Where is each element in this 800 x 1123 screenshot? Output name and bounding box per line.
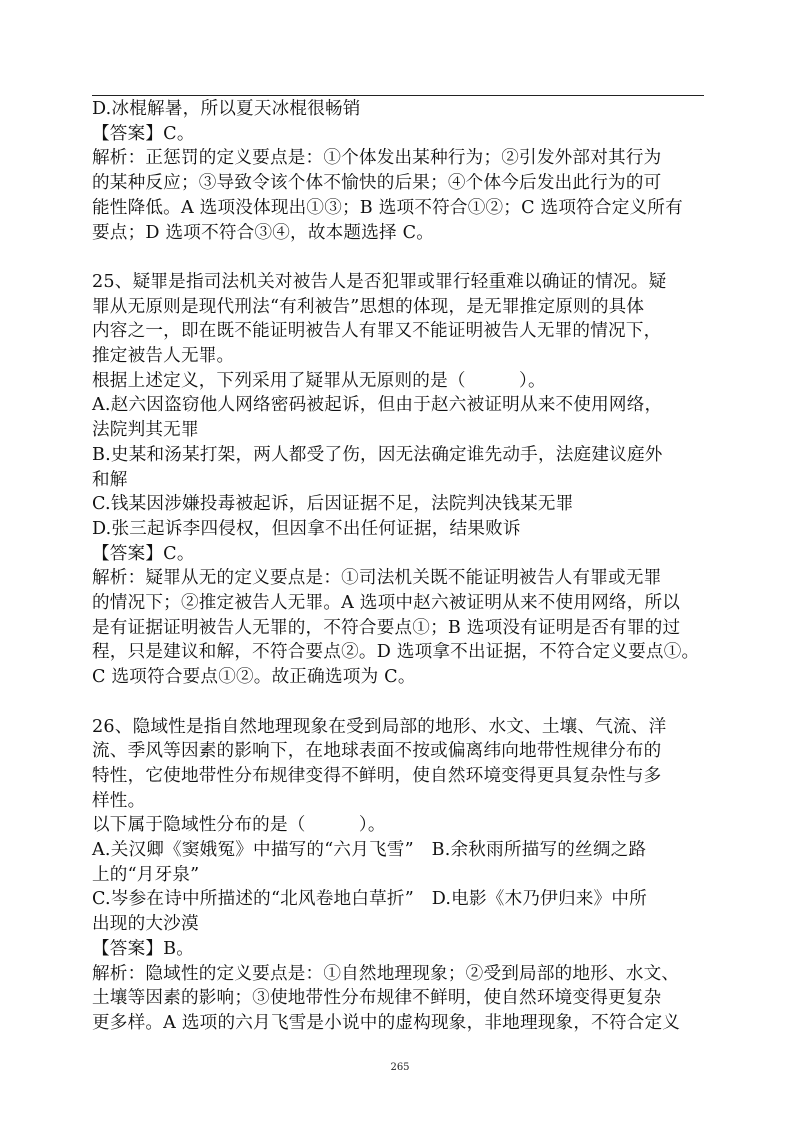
- text-line: 样性。: [92, 790, 146, 811]
- question-26-line: 26、隐域性是指自然地理现象在受到局部的地形、水文、土壤、气流、洋: [92, 716, 667, 737]
- option-line: B.史某和汤某打架，两人都受了伤，因无法确定谁先动手，法庭建议庭外: [92, 444, 663, 465]
- answer-line: 【答案】B。: [92, 938, 195, 959]
- page-number: 265: [390, 1062, 410, 1073]
- text-line: 更多样。A 选项的六月飞雪是小说中的虚构现象，非地理现象，不符合定义: [92, 1012, 681, 1033]
- option-line: C.岑参在诗中所描述的“北风卷地白草折” D.电影《木乃伊归来》中所: [92, 889, 647, 910]
- text-line: 根据上述定义，下列采用了疑罪从无原则的是（ ）。: [92, 370, 546, 391]
- answer-line: 【答案】C。: [92, 123, 195, 144]
- paragraph-gap: [92, 245, 708, 270]
- text-line: 解析：正惩罚的定义要点是：①个体发出某种行为；②引发外部对其行为: [92, 148, 662, 169]
- text-line: 的某种反应；③导致令该个体不愉快的后果；④个体今后发出此行为的可: [92, 173, 662, 194]
- text-line: 推定被告人无罪。: [92, 346, 235, 367]
- option-line: A.关汉卿《窦娥冤》中描写的“六月飞雪” B.余秋雨所描写的丝绸之路: [92, 840, 647, 861]
- option-line: D.张三起诉李四侵权，但因拿不出任何证据，结果败诉: [92, 518, 521, 539]
- text-line: 罪从无原则是现代刑法“有利被告”思想的体现，是无罪推定原则的具体: [92, 296, 645, 317]
- text-line: 上的“月牙泉”: [92, 864, 200, 885]
- option-line: A.赵六因盗窃他人网络密码被起诉，但由于赵六被证明从来不使用网络，: [92, 395, 663, 416]
- text-line: 要点；D 选项不符合③④，故本题选择 C。: [92, 222, 435, 243]
- text-line: 法院判其无罪: [92, 420, 199, 441]
- answer-line: 【答案】C。: [92, 543, 195, 564]
- text-line: 解析：隐域性的定义要点是：①自然地理现象；②受到局部的地形、水文、: [92, 963, 680, 984]
- text-line: 土壤等因素的影响；③使地带性分布规律不鲜明，使自然环境变得更复杂: [92, 988, 662, 1009]
- paragraph-gap: [92, 690, 708, 715]
- header-rule: [92, 95, 704, 96]
- text-line: 程，只是建议和解，不符合要点②。D 选项拿不出证据，不符合定义要点①。: [92, 642, 700, 663]
- text-line: 特性，它使地带性分布规律变得不鲜明，使自然环境变得更具复杂性与多: [92, 765, 662, 786]
- text-line: 出现的大沙漠: [92, 914, 199, 935]
- text-line: 的情况下；②推定被告人无罪。A 选项中赵六被证明从来不使用网络，所以: [92, 593, 681, 614]
- text-line: 内容之一，即在既不能证明被告人有罪又不能证明被告人无罪的情况下，: [92, 321, 662, 342]
- page-body: [92, 97, 708, 1036]
- text-line: 以下属于隐域性分布的是（ ）。: [92, 815, 386, 836]
- text-line: 能性降低。A 选项没体现出①③；B 选项不符合①②；C 选项符合定义所有: [92, 197, 683, 218]
- text-line: D.冰棍解暑，所以夏天冰棍很畅销: [92, 99, 361, 119]
- text-line: 和解: [92, 469, 128, 490]
- text-line: 是有证据证明被告人无罪的，不符合要点①；B 选项没有证明是否有罪的过: [92, 617, 681, 638]
- text-line: 解析：疑罪从无的定义要点是：①司法机关既不能证明被告人有罪或无罪: [92, 568, 662, 589]
- question-25-line: 25、疑罪是指司法机关对被告人是否犯罪或罪行轻重难以确证的情况。疑: [92, 271, 667, 292]
- text-line: 流、季风等因素的影响下，在地球表面不按或偏离纬向地带性规律分布的: [92, 741, 662, 762]
- option-line: C.钱某因涉嫌投毒被起诉，后因证据不足，法院判决钱某无罪: [92, 494, 574, 515]
- text-line: C 选项符合要点①②。故正确选项为 C。: [92, 667, 416, 688]
